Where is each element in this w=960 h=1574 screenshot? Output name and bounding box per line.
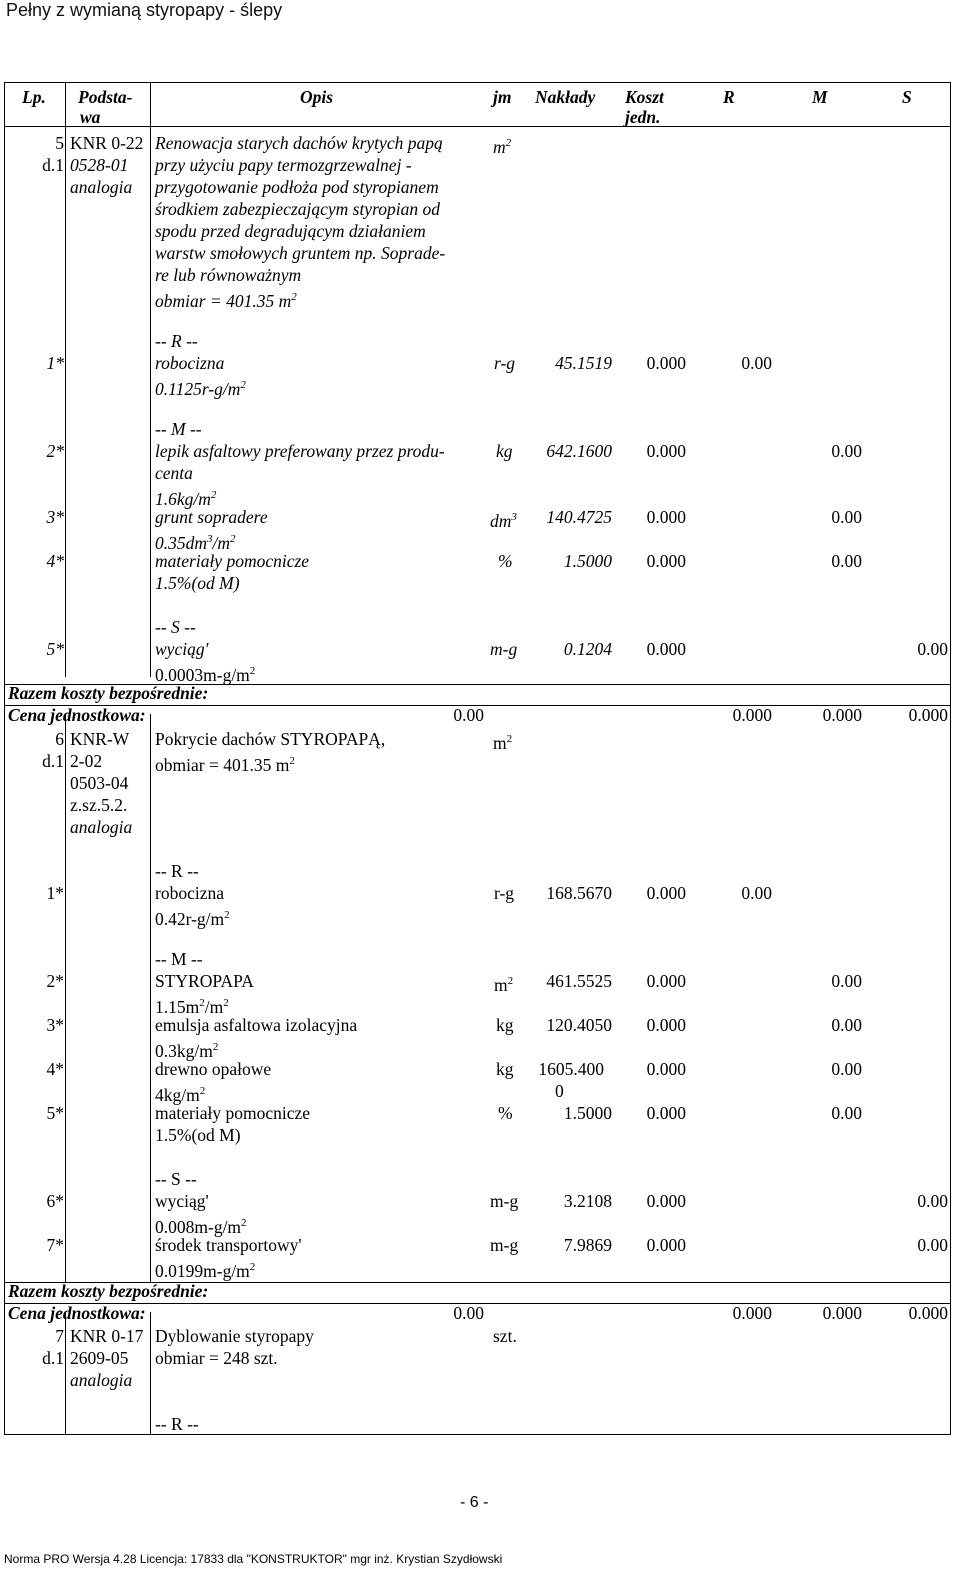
pos5-m3-price: 0.000	[646, 507, 686, 527]
pos6-m2-norm-b: /m	[204, 997, 224, 1017]
pos6-m3-name: emulsja asfaltowa izolacyjna	[155, 1015, 358, 1035]
pos5-m4-qty: 1.5000	[563, 551, 612, 571]
pos7-base-1: KNR 0-17	[70, 1326, 144, 1346]
pos7-obmiar: obmiar = 248 szt.	[155, 1348, 278, 1368]
pos5-cena-label: Cena jednostkowa:	[8, 705, 146, 725]
col-divider-base	[150, 1312, 151, 1435]
pos5-r1-norm	[155, 374, 246, 400]
pos5-m3-norm-b: /m	[212, 533, 231, 553]
col-divider-base	[150, 82, 151, 677]
pos6-lp-d: d.1	[42, 751, 64, 771]
pos6-s6-val: 0.00	[917, 1191, 948, 1211]
footer-license: Norma PRO Wersja 4.28 Licencja: 17833 dla "KONSTRUKTOR" mgr inż. Krystian Szydłowski	[4, 1552, 503, 1566]
pos5-m3-norm-a: 0.35dm	[155, 533, 208, 553]
table-border-bottom	[4, 1434, 951, 1435]
table-border-right	[950, 82, 951, 1435]
pos6-m3-qty: 120.4050	[546, 1015, 612, 1035]
pos6-m4-val: 0.00	[831, 1059, 862, 1079]
pos6-cena-r: 0.000	[732, 1303, 772, 1323]
pos6-m2-norm-a: 1.15m	[155, 997, 200, 1017]
superscript: 2	[289, 755, 295, 767]
header-opis: Opis	[300, 87, 334, 107]
pos6-cena-value: 0.00	[453, 1303, 484, 1323]
pos5-s5-val: 0.00	[917, 639, 948, 659]
pos5-m2-jm: kg	[496, 441, 513, 461]
pos6-obmiar-text: obmiar = 401.35 m	[155, 755, 290, 775]
superscript: 2	[199, 997, 205, 1009]
pos7-desc: Dyblowanie styropapy	[155, 1326, 314, 1346]
pos7-base-2: 2609-05	[70, 1348, 129, 1368]
col-divider-lp	[65, 82, 66, 677]
pos6-m3-price: 0.000	[646, 1015, 686, 1035]
pos6-s7-no: 7*	[46, 1235, 64, 1255]
header-koszt-jedn: jedn.	[625, 107, 661, 127]
header-koszt: Koszt	[625, 87, 664, 107]
pos6-m5-val: 0.00	[831, 1103, 862, 1123]
pos6-m2-qty: 461.5525	[546, 971, 612, 991]
pos5-jm	[493, 132, 511, 158]
pos6-r1-val: 0.00	[741, 883, 772, 903]
pos6-s7-norm-text: 0.0199m-g/m	[155, 1261, 250, 1281]
pos5-razem: Razem koszty bezpośrednie:	[8, 683, 209, 703]
pos6-m4-price: 0.000	[646, 1059, 686, 1079]
pos6-r1-norm-text: 0.42r-g/m	[155, 909, 225, 929]
pos5-r1-qty: 45.1519	[555, 353, 612, 373]
pos5-s5-name: wyciąg'	[155, 639, 209, 659]
pos6-m2-no: 2*	[46, 971, 64, 991]
cost-table	[4, 82, 951, 1435]
pos6-r1-jm: r-g	[494, 883, 515, 903]
col-divider-base	[150, 714, 151, 1283]
pos6-r1-norm	[155, 904, 230, 930]
pos5-cena-s: 0.000	[908, 705, 948, 725]
pos6-m-head: -- M --	[155, 949, 203, 969]
pos5-m2-norm-text: 1.6kg/m	[155, 489, 211, 509]
superscript: 2	[212, 1041, 219, 1053]
pos5-m3-name: grunt sopradere	[155, 507, 268, 527]
pos5-m2-name: lepik asfaltowy preferowany przez produ-	[155, 441, 445, 461]
header-divider	[4, 126, 951, 127]
pos6-r1-price: 0.000	[646, 883, 686, 903]
pos6-cena-s: 0.000	[908, 1303, 948, 1323]
pos5-r1-no: 1*	[46, 353, 64, 373]
pos6-s7-name: środek transportowy'	[155, 1235, 302, 1255]
pos5-s5-jm: m-g	[490, 639, 518, 659]
superscript: 2	[240, 379, 246, 391]
pos5-m2-price: 0.000	[646, 441, 686, 461]
table-border-left	[4, 82, 5, 1435]
pos6-s7-jm: m-g	[490, 1235, 519, 1255]
pos5-s5-norm-text: 0.0003m-g/m	[155, 665, 250, 685]
superscript: 2	[249, 1261, 256, 1273]
pos6-m4-qty-cont: 0	[555, 1081, 564, 1101]
page-number: - 6 -	[460, 1494, 489, 1511]
pos6-r1-name: robocizna	[155, 883, 224, 903]
header-podstawa-2: wa	[80, 107, 101, 127]
pos5-m3-val: 0.00	[831, 507, 862, 527]
pos6-base-5: analogia	[70, 817, 133, 837]
table-border-top	[4, 82, 951, 83]
pos6-m3-val: 0.00	[831, 1015, 862, 1035]
pos5-base-2: 0528-01	[70, 155, 129, 175]
pos5-m3-no: 3*	[46, 507, 64, 527]
superscript: 2	[241, 1217, 247, 1229]
pos5-r1-val: 0.00	[741, 353, 772, 373]
pos5-desc-5: spodu przed degradującym działaniem	[155, 221, 426, 241]
pos7-lp: 7	[55, 1326, 64, 1346]
superscript: 2	[230, 533, 236, 545]
pos5-r1-jm: r-g	[494, 353, 516, 373]
pos6-obmiar	[155, 750, 295, 776]
pos6-razem: Razem koszty bezpośrednie:	[8, 1281, 209, 1301]
pos5-desc-4: środkiem zabezpieczającym styropian od	[155, 199, 440, 219]
pos6-s6-qty: 3.2108	[563, 1191, 612, 1211]
pos6-cena-m: 0.000	[822, 1303, 862, 1323]
pos5-desc-6: warstw smołowych gruntem np. Soprade-	[155, 243, 446, 263]
superscript: 2	[199, 1085, 206, 1097]
superscript: 2	[223, 997, 229, 1009]
pos6-m2-price: 0.000	[646, 971, 686, 991]
pos6-s6-no: 6*	[46, 1191, 64, 1211]
header-naklady: Nakłady	[535, 87, 596, 107]
pos6-s7-val: 0.00	[917, 1235, 948, 1255]
pos5-r-head: -- R --	[155, 331, 198, 351]
superscript: 3	[511, 511, 517, 523]
pos5-desc-3: przygotowanie podłoża pod styropianem	[155, 177, 439, 197]
pos7-r-head: -- R --	[155, 1414, 199, 1434]
pos5-desc-7: re lub równoważnym	[155, 265, 302, 285]
col-divider-lp	[65, 714, 66, 1283]
header-m: M	[812, 87, 828, 107]
pos6-m5-name: materiały pomocnicze	[155, 1103, 310, 1123]
pos6-base-3: 0503-04	[70, 773, 129, 793]
pos6-s6-price: 0.000	[646, 1191, 686, 1211]
header-jm: jm	[493, 87, 512, 107]
pos5-m4-jm: %	[498, 551, 513, 571]
header-s: S	[902, 87, 912, 107]
pos6-m4-qty: 1605.400	[538, 1059, 604, 1079]
pos7-jm: szt.	[493, 1326, 517, 1346]
pos5-s5-price: 0.000	[646, 639, 686, 659]
pos6-base-1: KNR-W	[70, 729, 130, 749]
header-lp: Lp.	[22, 87, 46, 107]
pos6-s7-price: 0.000	[646, 1235, 686, 1255]
superscript: 2	[506, 733, 513, 745]
pos6-r-head: -- R --	[155, 861, 199, 881]
pos6-jm	[493, 728, 512, 754]
pos7-base-3: analogia	[70, 1370, 133, 1390]
pos6-m3-no: 3*	[46, 1015, 64, 1035]
pos5-desc-2: przy użyciu papy termozgrzewalnej -	[155, 155, 412, 175]
pos5-m2-no: 2*	[46, 441, 64, 461]
superscript: 2	[224, 909, 230, 921]
pos6-m3-norm-text: 0.3kg/m	[155, 1041, 213, 1061]
pos5-base-1: KNR 0-22	[70, 133, 144, 153]
pos6-base-2: 2-02	[70, 751, 103, 771]
pos5-lp: 5	[55, 133, 64, 153]
pos5-m4-name: materiały pomocnicze	[155, 551, 310, 571]
superscript: 3	[207, 533, 213, 545]
pos6-r1-qty: 168.5670	[546, 883, 612, 903]
pos5-lp-d: d.1	[42, 155, 64, 175]
pos5-cena-m: 0.000	[822, 705, 862, 725]
pos6-lp: 6	[55, 729, 64, 749]
pos5-s5-no: 5*	[46, 639, 64, 659]
pos6-m4-no: 4*	[46, 1059, 64, 1079]
pos6-m2-jm-text: m	[494, 975, 508, 995]
pos6-m5-jm: %	[498, 1103, 513, 1123]
pos5-r1-name: robocizna	[155, 353, 225, 373]
pos6-base-4: z.sz.5.2.	[70, 795, 128, 815]
pos6-s6-norm-text: 0.008m-g/m	[155, 1217, 242, 1237]
pos5-jm-text: m	[493, 137, 506, 157]
pos5-m2-val: 0.00	[831, 441, 862, 461]
pos6-m4-norm-text: 4kg/m	[155, 1085, 200, 1105]
pos5-obmiar-text: obmiar = 401.35 m	[155, 291, 292, 311]
header-podstawa: Podsta-	[78, 87, 133, 107]
pos5-cena-value: 0.00	[453, 705, 484, 725]
document-title: Pełny z wymianą styropapy - ślepy	[6, 0, 283, 20]
pos6-m2-val: 0.00	[831, 971, 862, 991]
pos6-m4-jm: kg	[496, 1059, 514, 1079]
pos6-desc: Pokrycie dachów STYROPAPĄ,	[155, 729, 386, 749]
pos6-s6-name: wyciąg'	[155, 1191, 209, 1211]
header-r: R	[723, 87, 735, 107]
superscript: 2	[507, 975, 514, 987]
pos5-m3-jm	[490, 506, 517, 532]
pos5-r1-price: 0.000	[646, 353, 686, 373]
pos6-s-head: -- S --	[155, 1169, 197, 1189]
pos5-m-head: -- M --	[155, 419, 202, 439]
pos5-m4-norm: 1.5%(od M)	[155, 573, 240, 593]
pos6-s7-qty: 7.9869	[563, 1235, 612, 1255]
pos5-m4-val: 0.00	[831, 551, 862, 571]
superscript: 2	[210, 489, 217, 501]
pos6-m5-qty: 1.5000	[563, 1103, 612, 1123]
pos5-obmiar	[155, 286, 297, 312]
pos6-s6-jm: m-g	[490, 1191, 519, 1211]
pos5-desc-1: Renowacja starych dachów krytych papą	[155, 133, 443, 153]
superscript: 2	[291, 291, 297, 303]
pos5-m3-jm-text: dm	[490, 511, 512, 531]
pos5-cena-r: 0.000	[732, 705, 772, 725]
pos5-r1-norm-text: 0.1125r-g/m	[155, 379, 241, 399]
pos6-m2-name: STYROPAPA	[155, 971, 254, 991]
pos5-m3-qty: 140.4725	[546, 507, 612, 527]
pos5-s-head: -- S --	[155, 617, 196, 637]
pos5-m2-qty: 642.1600	[546, 441, 612, 461]
pos6-jm-text: m	[493, 733, 507, 753]
pos6-m4-name: drewno opałowe	[155, 1059, 272, 1079]
pos7-lp-d: d.1	[42, 1348, 64, 1368]
pos6-m5-no: 5*	[46, 1103, 64, 1123]
pos5-m4-price: 0.000	[646, 551, 686, 571]
pos6-s7-norm	[155, 1256, 255, 1282]
pos5-m2-name-2: centa	[155, 463, 193, 483]
pos6-cena-label: Cena jednostkowa:	[8, 1303, 146, 1323]
col-divider-lp	[65, 1312, 66, 1435]
pos6-m3-jm: kg	[496, 1015, 514, 1035]
superscript: 2	[505, 137, 512, 149]
pos5-s5-qty: 0.1204	[563, 639, 612, 659]
pos6-m5-price: 0.000	[646, 1103, 686, 1123]
pos5-m4-no: 4*	[46, 551, 64, 571]
pos6-m5-norm: 1.5%(od M)	[155, 1125, 241, 1145]
pos6-m2-jm	[494, 970, 513, 996]
pos5-base-3: analogia	[70, 177, 133, 197]
pos6-r1-no: 1*	[46, 883, 64, 903]
superscript: 2	[249, 665, 256, 677]
